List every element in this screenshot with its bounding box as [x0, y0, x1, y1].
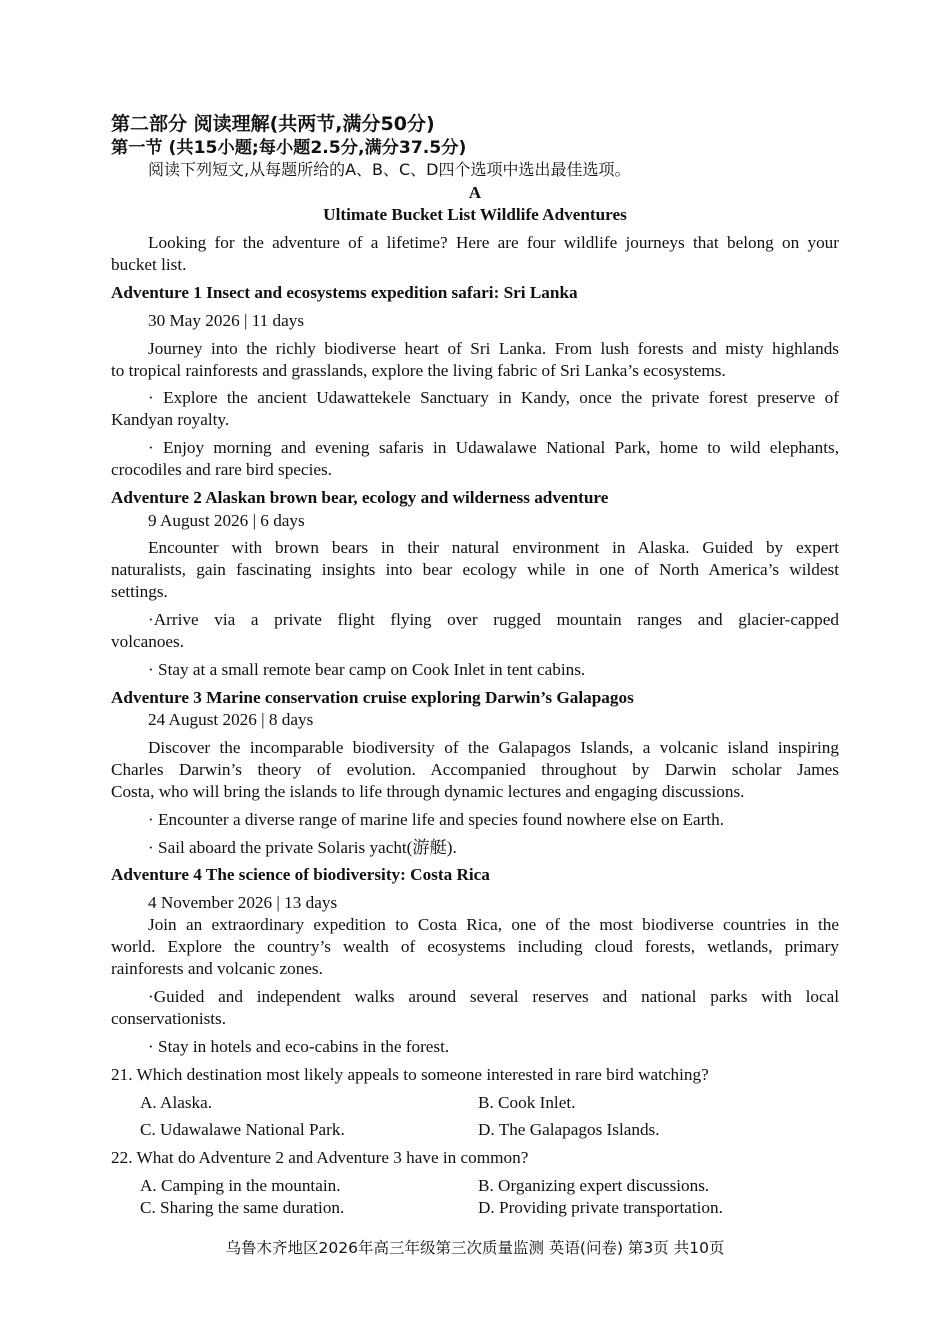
- page-footer: 乌鲁木齐地区2026年高三年级第三次质量监测 英语(问卷) 第3页 共10页: [225, 1239, 725, 1257]
- adventure-desc-line: Encounter with brown bears in their natural environment in Alaska. Guided by expert: [148, 538, 839, 557]
- question-option: B. Cook Inlet.: [478, 1093, 576, 1112]
- question-stem: 22. What do Adventure 2 and Adventure 3 have in common?: [111, 1148, 529, 1167]
- part-heading: 第二部分 阅读理解(共两节,满分50分): [111, 113, 435, 135]
- section-heading: 第一节 (共15小题;每小题2.5分,满分37.5分): [111, 138, 467, 158]
- question-option: A. Camping in the mountain.: [140, 1176, 341, 1195]
- adventure-desc-line: Discover the incomparable biodiversity of the Galapagos Islands, a volcanic island inspiring: [148, 738, 839, 757]
- adventure-desc-line: Journey into the richly biodiverse heart of Sri Lanka. From lush forests and misty highlands: [148, 339, 839, 358]
- adventure-heading: Adventure 1 Insect and ecosystems expedition safari: Sri Lanka: [111, 283, 578, 302]
- adventure-heading: Adventure 4 The science of biodiversity: Costa Rica: [111, 865, 490, 884]
- question-option: C. Udawalawe National Park.: [140, 1120, 345, 1139]
- adventure-bullet: · Encounter a diverse range of marine life and species found nowhere else on Earth.: [148, 810, 725, 829]
- question-option: A. Alaska.: [140, 1093, 213, 1112]
- adventure-bullet: · Sail aboard the private Solaris yacht(游艇).: [148, 838, 457, 857]
- adventure-desc-line: world. Explore the country’s wealth of ecosystems including cloud forests, wetlands, primary: [111, 937, 839, 956]
- question-option: D. The Galapagos Islands.: [478, 1120, 660, 1139]
- adventure-desc-line: naturalists, gain fascinating insights into bear ecology while in one of North America’s wildest: [111, 560, 839, 579]
- adventure-bullet: ·Arrive via a private flight flying over rugged mountain ranges and glacier-capped: [148, 610, 839, 629]
- question-option: D. Providing private transportation.: [478, 1198, 723, 1217]
- intro-line: Looking for the adventure of a lifetime? Here are four wildlife journeys that belong on your: [148, 233, 839, 252]
- question-stem: 21. Which destination most likely appeals to someone interested in rare bird watching?: [111, 1065, 709, 1084]
- adventure-desc-line: rainforests and volcanic zones.: [111, 959, 323, 978]
- adventure-bullet: Kandyan royalty.: [111, 410, 230, 429]
- adventure-bullet: conservationists.: [111, 1009, 227, 1028]
- adventure-bullet: volcanoes.: [111, 632, 185, 651]
- question-option: B. Organizing expert discussions.: [478, 1176, 710, 1195]
- intro-line: bucket list.: [111, 255, 187, 274]
- passage-letter: A: [468, 183, 482, 202]
- adventure-bullet: · Stay in hotels and eco-cabins in the forest.: [148, 1037, 450, 1056]
- adventure-date: 4 November 2026 | 13 days: [148, 893, 338, 912]
- question-option: C. Sharing the same duration.: [140, 1198, 345, 1217]
- adventure-date: 30 May 2026 | 11 days: [148, 311, 305, 330]
- adventure-date: 9 August 2026 | 6 days: [148, 511, 305, 530]
- adventure-bullet: · Enjoy morning and evening safaris in Udawalawe National Park, home to wild elephants,: [148, 438, 839, 457]
- adventure-bullet: · Explore the ancient Udawattekele Sanctuary in Kandy, once the private forest preserve of: [148, 388, 839, 407]
- adventure-date: 24 August 2026 | 8 days: [148, 710, 314, 729]
- adventure-bullet: · Stay at a small remote bear camp on Cook Inlet in tent cabins.: [148, 660, 586, 679]
- adventure-desc-line: settings.: [111, 582, 168, 601]
- adventure-bullet: crocodiles and rare bird species.: [111, 460, 332, 479]
- adventure-heading: Adventure 2 Alaskan brown bear, ecology and wilderness adventure: [111, 488, 609, 507]
- adventure-desc-line: to tropical rainforests and grasslands, explore the living fabric of Sri Lanka’s ecosystems.: [111, 361, 726, 380]
- instruction-text: 阅读下列短文,从每题所给的A、B、C、D四个选项中选出最佳选项。: [148, 160, 631, 179]
- passage-title: Ultimate Bucket List Wildlife Adventures: [323, 205, 627, 224]
- adventure-desc-line: Costa, who will bring the islands to life through dynamic lectures and engaging discussions.: [111, 782, 745, 801]
- adventure-desc-line: Join an extraordinary expedition to Costa Rica, one of the most biodiverse countries in the: [148, 915, 839, 934]
- adventure-desc-line: Charles Darwin’s theory of evolution. Accompanied throughout by Darwin scholar James: [111, 760, 839, 779]
- adventure-heading: Adventure 3 Marine conservation cruise exploring Darwin’s Galapagos: [111, 688, 634, 707]
- adventure-bullet: ·Guided and independent walks around several reserves and national parks with local: [148, 987, 839, 1006]
